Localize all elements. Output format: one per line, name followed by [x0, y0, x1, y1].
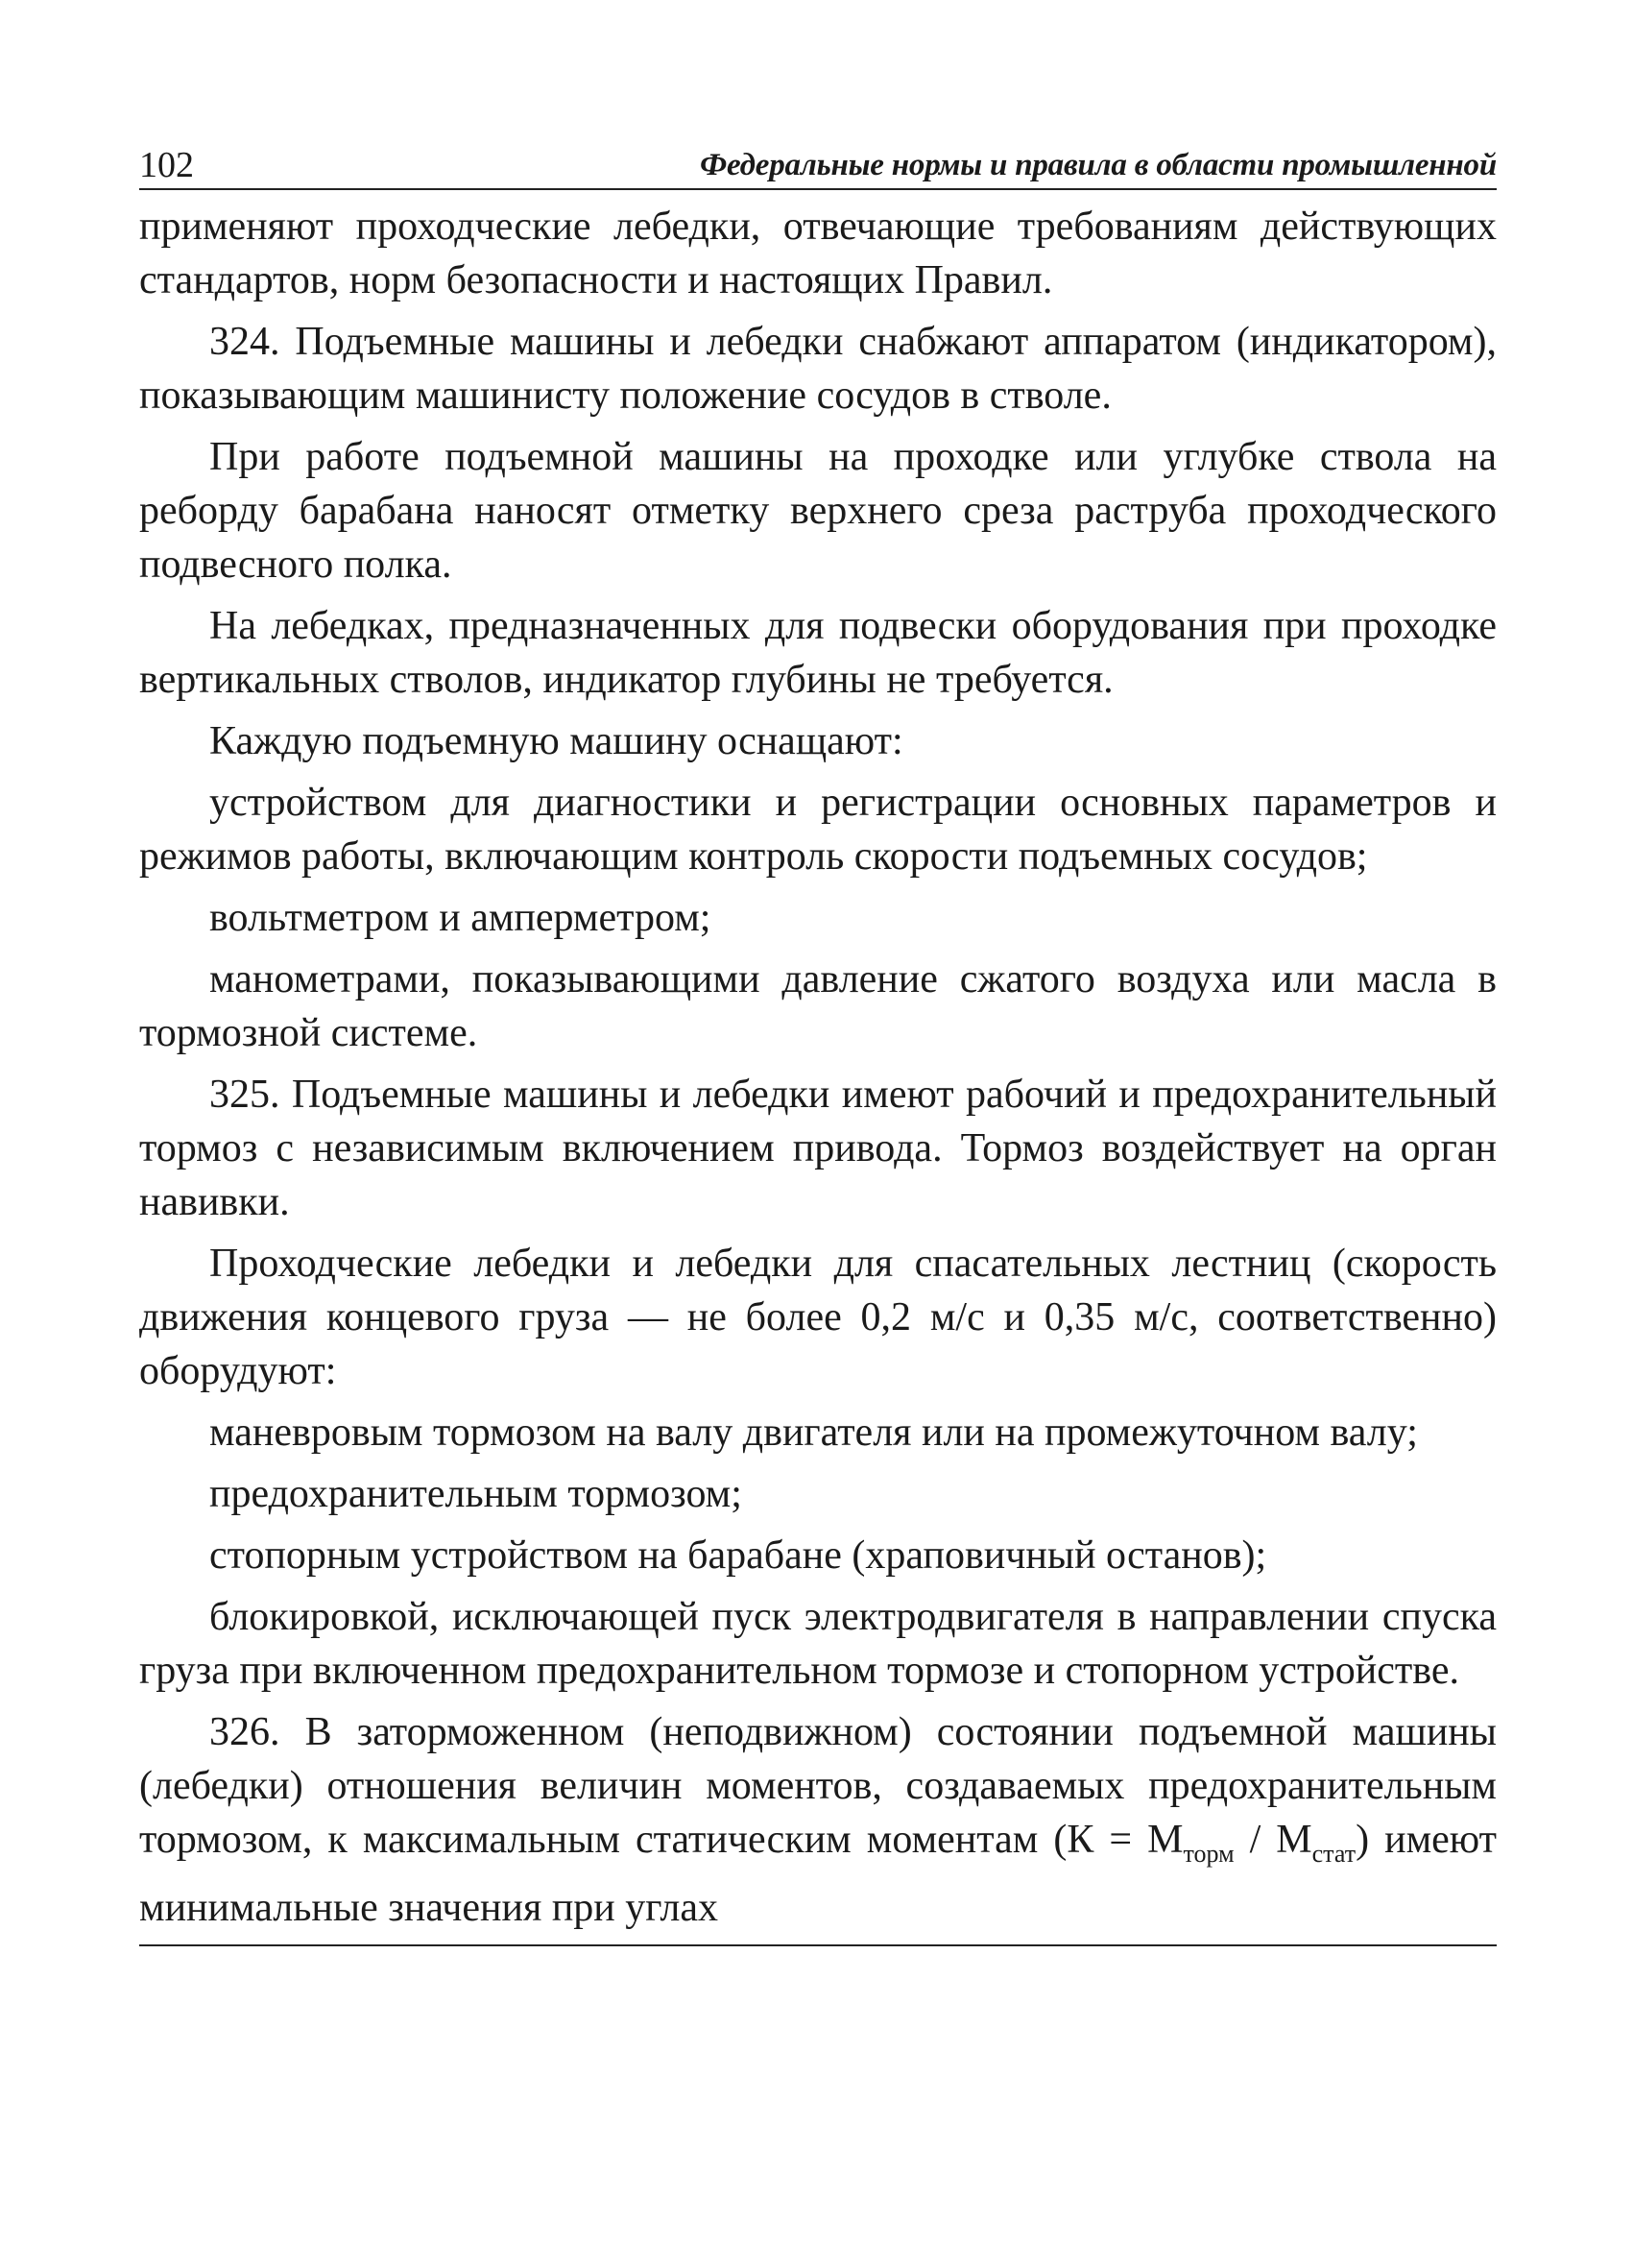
page-number: 102 [139, 145, 194, 185]
paragraph: 324. Подъемные машины и лебедки снабжают аппаратом (индикатором), показывающим машинисту положение сосудов в стволе. [139, 320, 1497, 418]
paragraph: применяют проходческие лебедки, отвечающие требованиям действующих стандартов, норм безопасности и настоящих Правил. [139, 205, 1497, 302]
list-item: устройством для диагностики и регистрации основных параметров и режимов работы, включающим контроль скорости подъемных сосудов; [139, 781, 1497, 879]
formula-text-before: 326. В заторможенном (неподвижном) состоянии подъемной машины (лебедки) отношения величин моментов, создаваемых предохранительным тормозом, к максимальным статическим моментам (К = М [139, 1710, 1497, 1862]
subscript-torm: торм [1183, 1840, 1235, 1868]
subscript-stat: стат [1311, 1840, 1357, 1868]
paragraph: 325. Подъемные машины и лебедки имеют рабочий и предохранительный тормоз с независимым включением привода. Тормоз воздействует на орган навивки. [139, 1073, 1497, 1224]
paragraph: Проходческие лебедки и лебедки для спасательных лестниц (скорость движения концевого груза — не более 0,2 м/с и 0,35 м/с, соответственно) оборудуют: [139, 1242, 1497, 1393]
list-item: маневровым тормозом на валу двигателя или на промежуточном валу; [209, 1411, 1418, 1455]
list-item: блокировкой, исключающей пуск электродвигателя в направлении спуска груза при включенном предохранительном тормозе и стопорном устройстве. [139, 1595, 1497, 1693]
list-item: предохранительным тормозом; [209, 1472, 742, 1516]
list-item: манометрами, показывающими давление сжатого воздуха или масла в тормозной системе. [139, 957, 1497, 1055]
formula-text-after: ) имеют минимальные значения при углах [139, 1818, 1497, 1930]
paragraph: Каждую подъемную машину оснащают: [209, 719, 903, 763]
document-page [139, 142, 1497, 1946]
formula-text-middle: / М [1234, 1818, 1312, 1862]
paragraph-326 [139, 1705, 1497, 1935]
page-header [139, 142, 1497, 190]
paragraph: На лебедках, предназначенных для подвески оборудования при проходке вертикальных стволов, индикатор глубины не требуется. [139, 604, 1497, 702]
running-title: Федеральные нормы и правила в области промышленной [700, 148, 1497, 182]
bottom-rule [139, 1944, 1497, 1946]
paragraph: При работе подъемной машины на проходке или углубке ствола на реборду барабана наносят отметку верхнего среза раструба проходческого подвесного полка. [139, 435, 1497, 587]
list-item: стопорным устройством на барабане (храповичный останов); [209, 1533, 1267, 1578]
list-item: вольтметром и амперметром; [209, 896, 711, 940]
page-body [139, 200, 1497, 1935]
